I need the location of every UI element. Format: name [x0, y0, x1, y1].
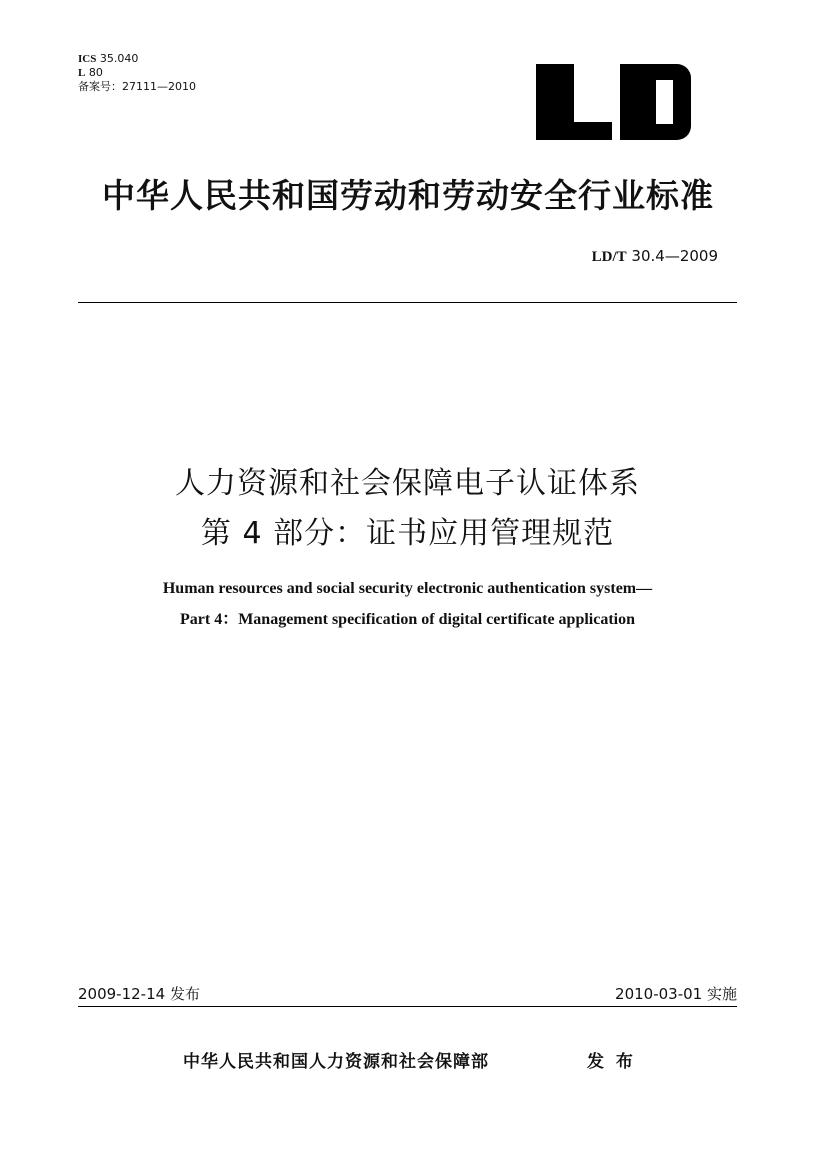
ics-value: 35.040: [99, 52, 139, 65]
class-label: L: [78, 67, 86, 79]
title-en-line2: Part 4：Management specification of digital certificate application: [179, 611, 636, 628]
ld-logo: [536, 64, 691, 140]
ics-label: ICS: [78, 53, 97, 65]
bottom-divider: [78, 1006, 737, 1007]
issue-date: 2009-12-14 发布: [78, 985, 200, 1003]
issuer-name: 中华人民共和国人力资源和社会保障部: [183, 1052, 489, 1072]
title-en-line1: Human resources and social security electronic authentication system—: [162, 580, 653, 597]
standard-number-value: 30.4—2009: [631, 247, 718, 265]
title-cn-line1: 人力资源和社会保障电子认证体系: [175, 466, 640, 501]
class-line: [78, 66, 196, 80]
ics-line: [78, 52, 196, 66]
top-divider: [78, 302, 737, 303]
title-cn-line2: 第 4 部分：证书应用管理规范: [200, 516, 615, 551]
class-value: 80: [88, 66, 103, 79]
implement-date: 2010-03-01 实施: [615, 985, 737, 1003]
issuer-action: 发 布: [587, 1052, 633, 1072]
standard-number: [592, 247, 718, 266]
filing-number: 备案号：27111—2010: [78, 80, 196, 93]
standard-organization: 中华人民共和国劳动和劳动安全行业标准: [102, 176, 714, 215]
classification-info: [78, 52, 196, 94]
standard-code: LD/T: [591, 249, 627, 265]
